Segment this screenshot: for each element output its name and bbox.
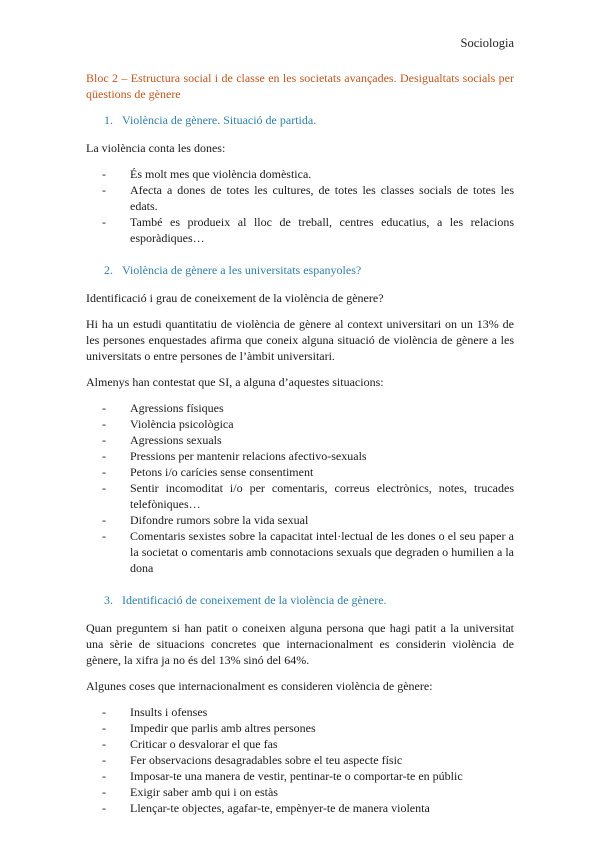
list-item: - És molt mes que violència domèstica.	[102, 167, 312, 181]
bloc-title: Bloc 2 – Estructura social i de classe en les societats avançades. Desigualtats socials per qüestions de gènere	[86, 71, 514, 101]
list-item: - Criticar o desvalorar el que fas	[102, 737, 278, 751]
section-number: 1.	[104, 113, 113, 127]
list-item: - Agressions sexuals	[102, 433, 222, 447]
bullet-list	[86, 400, 514, 576]
paragraph: Identificació i grau de coneixement de la violència de gènere?	[86, 291, 384, 305]
list-item: - Agressions físiques	[102, 401, 224, 415]
paragraph: Hi ha un estudi quantitatiu de violència de gènere al context universitari on un 13% de les persones enquestades afirma que coneix alguna situació de violència de gènere a les universitats o entre persones de l’àmbit universitari.	[86, 317, 514, 363]
list-item: - Difondre rumors sobre la vida sexual	[102, 513, 309, 527]
list-item: - També es produeix al lloc de treball, centres educatius, a les relacions esporàdiques…	[102, 215, 514, 245]
list-item: - Llençar-te objectes, agafar-te, empènyer-te de manera violenta	[102, 801, 430, 815]
bullet-list	[86, 166, 514, 246]
section-title: Violència de gènere a les universitats espanyoles?	[122, 263, 362, 277]
list-item: - Pressions per mantenir relacions afectivo-sexuals	[102, 449, 367, 463]
list-item: - Violència psicològica	[102, 417, 234, 431]
list-item: - Afecta a dones de totes les cultures, de totes les classes socials de totes les edats.	[102, 183, 514, 213]
section-title: Violència de gènere. Situació de partida.	[122, 113, 317, 127]
section-3-heading	[86, 592, 514, 608]
paragraph: Algunes coses que internacionalment es consideren violència de gènere:	[86, 679, 433, 693]
list-item: - Imposar-te una manera de vestir, pentinar-te o comportar-te en públic	[102, 769, 463, 783]
document-body	[86, 70, 514, 832]
section-number: 2.	[104, 263, 113, 277]
section-number: 3.	[104, 593, 113, 607]
bullet-list	[86, 704, 514, 816]
header-subject: Sociologia	[460, 36, 514, 50]
paragraph: Quan preguntem si han patit o coneixen alguna persona que hagi patit a la universitat una sèrie de situacions concretes que internacionalment es considerin violència de gènere, la xifra ja no és del 13% sinó del 64%.	[86, 621, 514, 667]
section-2-heading	[86, 262, 514, 278]
paragraph: La violència conta les dones:	[86, 141, 226, 155]
section-title: Identificació de coneixement de la violència de gènere.	[122, 593, 387, 607]
list-item: - Sentir incomoditat i/o per comentaris, correus electrònics, notes, trucades telefòniques…	[102, 481, 514, 511]
list-item: - Insults i ofenses	[102, 705, 208, 719]
list-item: - Fer observacions desagradables sobre el teu aspecte físic	[102, 753, 403, 767]
list-item: - Exigir saber amb qui i on estàs	[102, 785, 278, 799]
paragraph: Almenys han contestat que SI, a alguna d’aquestes situacions:	[86, 375, 384, 389]
section-1-heading	[86, 112, 514, 128]
list-item: - Impedir que parlis amb altres persones	[102, 721, 316, 735]
list-item: - Comentaris sexistes sobre la capacitat intel·lectual de les dones o el seu paper a la societat o comentaris amb connotacions sexuals que degraden o humilien a la dona	[102, 529, 514, 575]
list-item: - Petons i/o carícies sense consentiment	[102, 465, 314, 479]
